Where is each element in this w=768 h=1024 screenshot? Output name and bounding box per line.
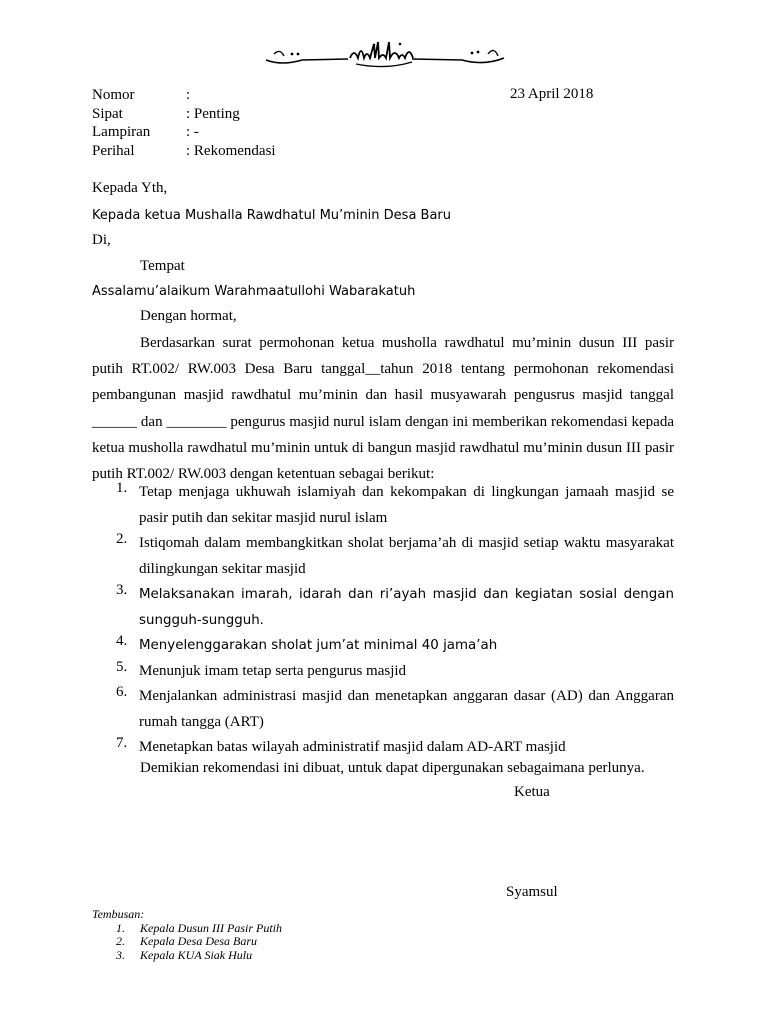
cc-item-number: 2. bbox=[116, 934, 125, 949]
address-line-3: Di, bbox=[92, 232, 111, 248]
list-item bbox=[92, 480, 674, 531]
meta-row-perihal bbox=[92, 142, 276, 161]
cc-item-number: 3. bbox=[116, 947, 125, 962]
list-item-text: Menyelenggarakan sholat jum’at minimal 40 jama’ah bbox=[139, 638, 498, 653]
meta-key: Sipat bbox=[92, 105, 123, 122]
list-item bbox=[92, 735, 674, 761]
meta-row-lampiran bbox=[92, 123, 276, 142]
list-item-text: Menunjuk imam tetap serta pengurus masjid bbox=[139, 662, 407, 679]
signature-name: Syamsul bbox=[506, 884, 558, 900]
list-item-text: Tetap menjaga ukhuwah islamiyah dan kekompakan di lingkungan jamaah masjid se pasir putih dan sekitar masjid nurul islam bbox=[139, 484, 674, 526]
address-line-1: Kepada Yth, bbox=[92, 180, 168, 196]
greeting: Assalamu’alaikum Warahmaatullohi Wabarakatuh bbox=[92, 284, 416, 299]
list-item-text: Istiqomah dalam membangkitkan sholat berjama’ah di masjid setiap waktu masyarakat dilingkungan sekitar masjid bbox=[139, 535, 674, 577]
meta-key: Perihal bbox=[92, 142, 135, 159]
list-item-number: 4. bbox=[116, 633, 128, 649]
list-item-text: Melaksanakan imarah, idarah dan ri’ayah masjid dan kegiatan sosial dengan sungguh-sungguh. bbox=[139, 587, 674, 628]
meta-row-sipat bbox=[92, 105, 276, 124]
cc-item-text: Kepala Desa Desa Baru bbox=[140, 934, 257, 949]
address-line-4: Tempat bbox=[140, 258, 185, 274]
list-item bbox=[92, 684, 674, 735]
meta-key: Nomor bbox=[92, 87, 135, 103]
cc-heading: Tembusan: bbox=[92, 907, 145, 921]
cc-item-number: 1. bbox=[116, 920, 125, 935]
cc-item-text: Kepala KUA Siak Hulu bbox=[140, 947, 253, 962]
body-paragraph: Berdasarkan surat permohonan ketua musholla rawdhatul mu’minin dusun III pasir putih RT.002/ RW.003 Desa Baru tanggal__tahun 2018 tentang permohonan rekomendasi pembangunan masjid rawdhatul mu’minin dan hasil musyawarah pengusrus masjid tanggal ______ dan ________ pengurus masjid nurul islam dengan ini memberikan rekomendasi kepada ketua musholla rawdhatul mu’minin untuk di bangun masjid rawdhatul mu’minin dusun III pasir putih RT.002/ RW.003 dengan ketentuan sebagai berikut: bbox=[92, 335, 674, 483]
meta-value: : Rekomendasi bbox=[186, 142, 276, 159]
list-item-text: Menetapkan batas wilayah administratif masjid dalam AD-ART masjid bbox=[139, 739, 566, 755]
list-item-number: 2. bbox=[116, 531, 128, 547]
letter-meta bbox=[92, 86, 276, 160]
meta-value: : Penting bbox=[186, 105, 240, 122]
letter-date: 23 April 2018 bbox=[510, 86, 594, 102]
list-item bbox=[92, 633, 674, 659]
closing-statement: Demikian rekomendasi ini dibuat, untuk dapat dipergunakan sebagaimana perlunya. bbox=[140, 760, 645, 776]
meta-key: Lampiran bbox=[92, 124, 151, 140]
cc-item bbox=[116, 935, 282, 949]
bismillah-calligraphy bbox=[262, 36, 508, 72]
address-line-2: Kepada ketua Mushalla Rawdhatul Mu’minin Desa Baru bbox=[92, 208, 452, 223]
list-item-number: 3. bbox=[116, 582, 128, 598]
list-item bbox=[92, 582, 674, 633]
requirements-list bbox=[92, 480, 674, 761]
carbon-copy bbox=[92, 908, 282, 962]
meta-row-nomor bbox=[92, 86, 276, 105]
list-item bbox=[92, 659, 674, 685]
cc-item bbox=[116, 922, 282, 936]
list-item-number: 5. bbox=[116, 658, 128, 675]
list-item-number: 6. bbox=[116, 684, 128, 700]
cc-item-text: Kepala Dusun III Pasir Putih bbox=[140, 920, 282, 935]
meta-value: : - bbox=[186, 124, 199, 140]
list-item-text: Menjalankan administrasi masjid dan menetapkan anggaran dasar (AD) dan Anggaran rumah tangga (ART) bbox=[139, 688, 674, 730]
list-item-number: 7. bbox=[116, 735, 128, 751]
cc-item bbox=[116, 949, 282, 963]
cc-list bbox=[116, 922, 282, 963]
list-item bbox=[92, 531, 674, 582]
salutation: Dengan hormat, bbox=[140, 308, 237, 324]
signature-title: Ketua bbox=[514, 784, 550, 800]
meta-value: : bbox=[186, 87, 191, 103]
list-item-number: 1. bbox=[116, 480, 128, 496]
